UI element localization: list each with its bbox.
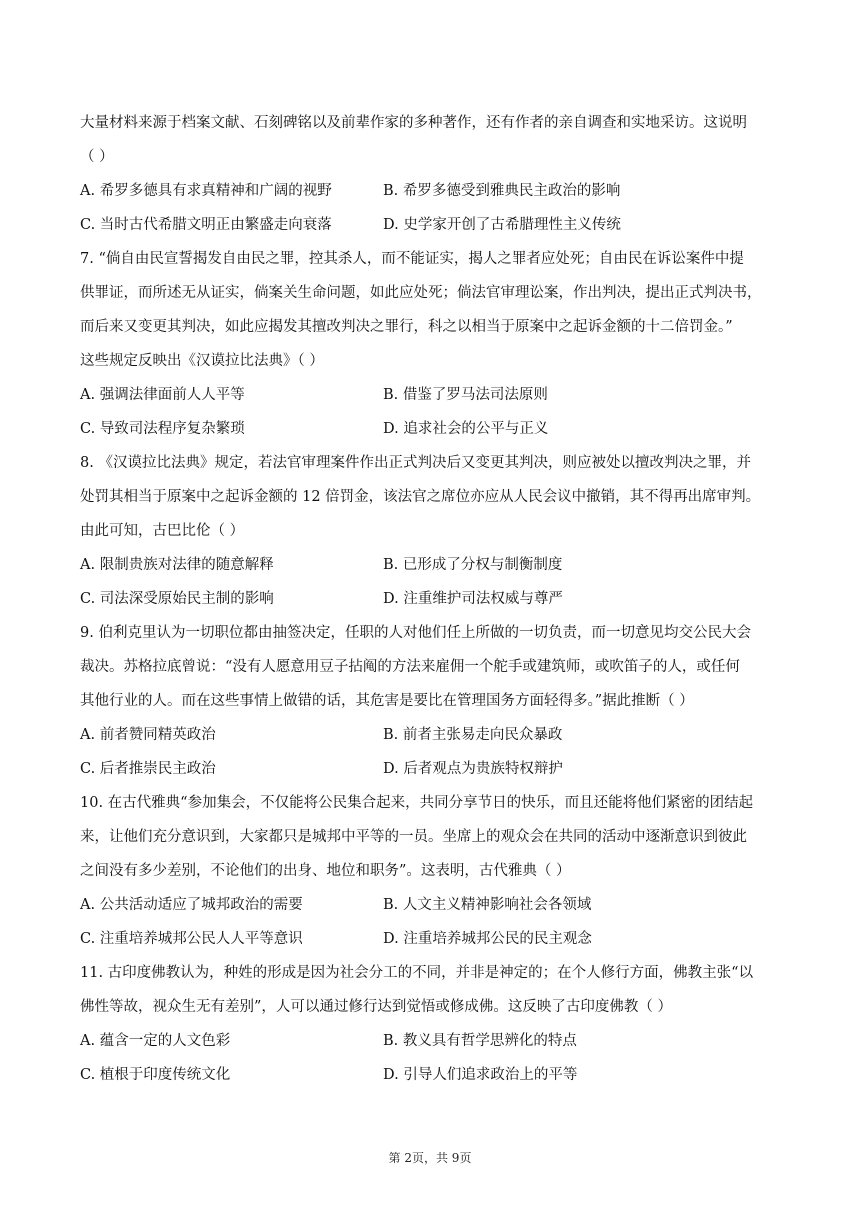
option-row <box>80 174 780 208</box>
option-row <box>80 718 780 752</box>
question-6-continuation <box>80 106 780 242</box>
question-text-line: 佛性等故，视众生无有差别”，人可以通过修行达到觉悟或修成佛。这反映了古印度佛教（ ） <box>80 999 673 1015</box>
option-row <box>80 548 780 582</box>
option-row <box>80 888 780 922</box>
option-c: C. 司法深受原始民主制的影响 <box>80 591 274 607</box>
question-text-line: 这些规定反映出《汉谟拉比法典》（ ） <box>80 353 324 369</box>
option-c: C. 后者推崇民主政治 <box>80 761 216 777</box>
option-b: B. 前者主张易走向民众暴政 <box>383 727 563 743</box>
option-d: D. 注重培养城邦公民的民主观念 <box>383 931 592 947</box>
option-d: D. 追求社会的公平与正义 <box>383 421 549 437</box>
option-b: B. 借鉴了罗马法司法原则 <box>383 387 548 403</box>
question-9 <box>80 616 780 786</box>
option-a: A. 蕴含一定的人文色彩 <box>80 1033 231 1049</box>
option-row <box>80 922 780 956</box>
option-row <box>80 752 780 786</box>
question-text-line: 10. 在古代雅典“参加集会，不仅能将公民集合起来，共同分享节日的快乐，而且还能将他们紧密的团结起 <box>80 795 754 811</box>
page-number-footer: 第 2页，共 9页 <box>388 1151 472 1165</box>
question-text-line: 来，让他们充分意识到，大家都只是城邦中平等的一员。坐席上的观众会在共同的活动中逐渐意识到彼此 <box>80 829 747 845</box>
question-text-line: 8. 《汉谟拉比法典》规定，若法官审理案件作出正式判决后又变更其判决，则应被处以擅改判决之罪，并 <box>80 455 751 471</box>
option-c: C. 当时古代希腊文明正由繁盛走向衰落 <box>80 217 332 233</box>
question-text-line: 11. 古印度佛教认为，种姓的形成是因为社会分工的不同，并非是神定的；在个人修行方面，佛教主张“以 <box>80 965 754 981</box>
question-8 <box>80 446 780 616</box>
option-b: B. 教义具有哲学思辨化的特点 <box>383 1033 577 1049</box>
question-7 <box>80 242 780 446</box>
question-11 <box>80 956 780 1092</box>
option-d: D. 史学家开创了古希腊理性主义传统 <box>383 217 621 233</box>
option-b: B. 人文主义精神影响社会各领域 <box>383 897 592 913</box>
option-d: D. 注重维护司法权威与尊严 <box>383 591 563 607</box>
option-a: A. 限制贵族对法律的随意解释 <box>80 557 274 573</box>
question-text-line: 裁决。苏格拉底曾说：“没有人愿意用豆子拈阄的方法来雇佣一个舵手或建筑师，或吹笛子的人，或任何 <box>80 659 740 675</box>
question-text-line: 大量材料来源于档案文献、石刻碑铭以及前辈作家的多种著作，还有作者的亲自调查和实地采访。这说明 <box>80 115 747 131</box>
question-content <box>80 106 780 1092</box>
option-row <box>80 582 780 616</box>
option-row <box>80 1024 780 1058</box>
option-c: C. 植根于印度传统文化 <box>80 1067 231 1083</box>
option-row <box>80 378 780 412</box>
question-text-line: 7. “倘自由民宣誓揭发自由民之罪，控其杀人，而不能证实，揭人之罪者应处死；自由民在诉讼案件中提 <box>80 251 744 267</box>
question-text-line: 9. 伯利克里认为一切职位都由抽签决定，任职的人对他们任上所做的一切负责，而一切意见均交公民大会 <box>80 625 751 641</box>
option-c: C. 导致司法程序复杂繁琐 <box>80 421 245 437</box>
option-a: A. 希罗多德具有求真精神和广阔的视野 <box>80 183 332 199</box>
option-a: A. 强调法律面前人人平等 <box>80 387 245 403</box>
question-10 <box>80 786 780 956</box>
option-row <box>80 208 780 242</box>
question-text-line: 处罚其相当于原案中之起诉金额的 12 倍罚金，该法官之席位亦应从人民会议中撤销，其不得再出席审判。 <box>80 489 761 505</box>
question-text-line: 由此可知，古巴比伦（ ） <box>80 523 245 539</box>
option-row <box>80 412 780 446</box>
option-b: B. 已形成了分权与制衡制度 <box>383 557 563 573</box>
option-row <box>80 1058 780 1092</box>
option-d: D. 引导人们追求政治上的平等 <box>383 1067 578 1083</box>
question-text-line: 之间没有多少差别，不论他们的出身、地位和职务”。这表明，古代雅典（ ） <box>80 863 571 879</box>
option-a: A. 前者赞同精英政治 <box>80 727 216 743</box>
option-d: D. 后者观点为贵族特权辩护 <box>383 761 563 777</box>
question-text-line: 其他行业的人。而在这些事情上做错的话，其危害是要比在管理国务方面轻得多。”据此推断（ ） <box>80 693 694 709</box>
question-text-line: （ ） <box>80 149 114 165</box>
question-text-line: 而后来又变更其判决，如此应揭发其擅改判决之罪行，科之以相当于原案中之起诉金额的十二倍罚金。” <box>80 319 733 335</box>
option-b: B. 希罗多德受到雅典民主政治的影响 <box>383 183 621 199</box>
option-a: A. 公共活动适应了城邦政治的需要 <box>80 897 303 913</box>
option-c: C. 注重培养城邦公民人人平等意识 <box>80 931 303 947</box>
question-text-line: 供罪证，而所述无从证实，倘案关生命问题，如此应处死；倘法官审理讼案，作出判决，提出正式判决书， <box>80 285 762 301</box>
